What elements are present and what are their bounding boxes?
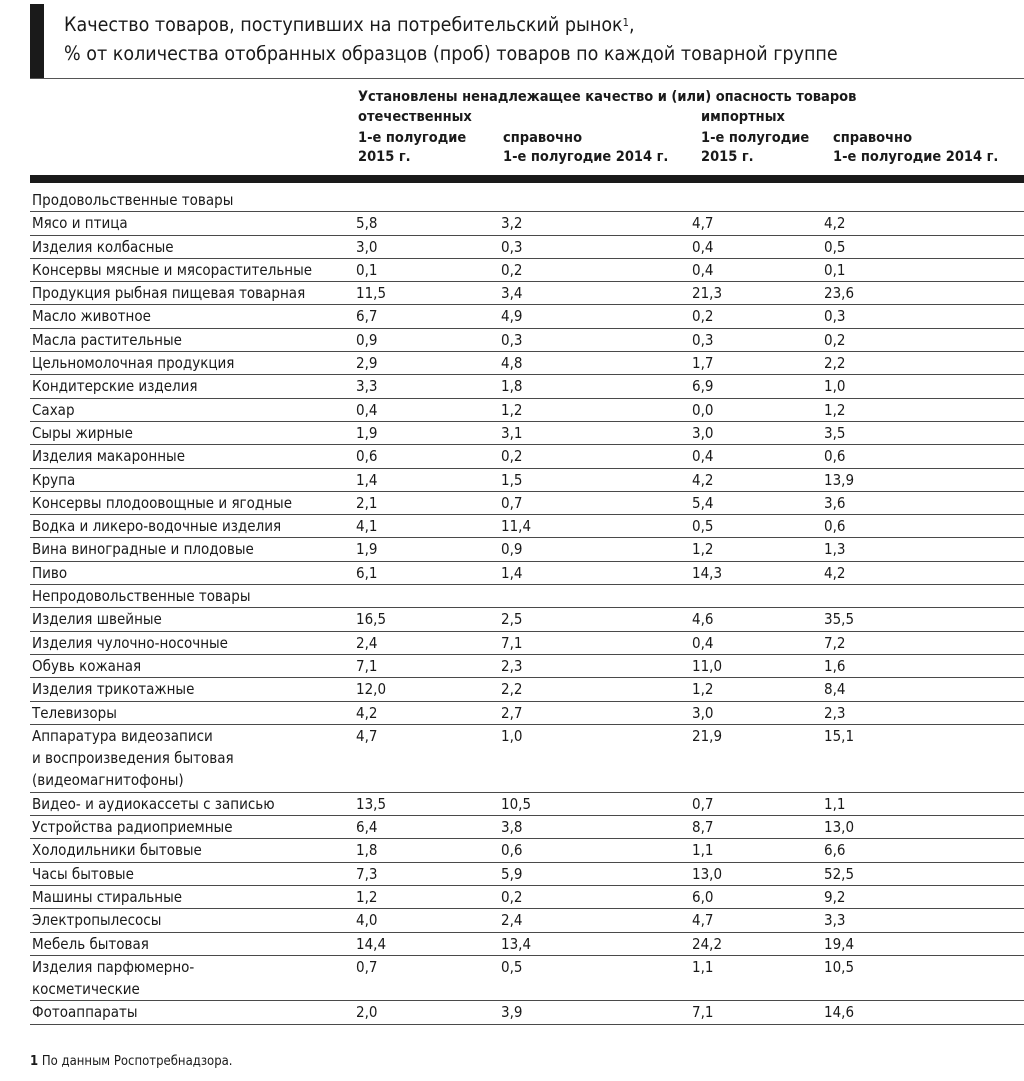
- value-cell: 1,1: [824, 792, 1024, 815]
- value-cell: 13,0: [824, 816, 1024, 839]
- value-cell: 5,4: [692, 491, 824, 514]
- value-cell: 1,6: [824, 654, 1024, 677]
- header-col-4: [833, 129, 998, 167]
- value-cell: 0,3: [692, 328, 824, 351]
- table-row: [30, 678, 1024, 701]
- value-cell: 0,9: [356, 328, 501, 351]
- table-row: [30, 1001, 1024, 1024]
- value-cell: 0,2: [824, 328, 1024, 351]
- row-label: Консервы плодоовощные и ягодные: [30, 491, 356, 514]
- value-cell: 8,4: [824, 678, 1024, 701]
- value-cell: 14,4: [356, 932, 501, 955]
- value-cell: 5,9: [501, 862, 692, 885]
- table-row: [30, 538, 1024, 561]
- value-cell: 13,4: [501, 932, 692, 955]
- header-col-3: [701, 129, 809, 167]
- value-cell: 0,1: [824, 258, 1024, 281]
- row-label: Консервы мясные и мясорастительные: [30, 258, 356, 281]
- header-col-3-line2: 2015 г.: [701, 149, 754, 165]
- value-cell: 3,5: [824, 421, 1024, 444]
- value-cell: 4,7: [356, 724, 501, 792]
- value-cell: 1,1: [692, 839, 824, 862]
- value-cell: 0,6: [356, 445, 501, 468]
- value-cell: 4,2: [824, 212, 1024, 235]
- row-label: Масла растительные: [30, 328, 356, 351]
- title-line-1: [64, 10, 838, 39]
- section-header-row: [30, 585, 1024, 608]
- table-row: [30, 421, 1024, 444]
- value-cell: 4,2: [356, 701, 501, 724]
- value-cell: 35,5: [824, 608, 1024, 631]
- header-col-1: [358, 129, 466, 167]
- value-cell: 7,1: [356, 654, 501, 677]
- row-label: Продукция рыбная пищевая товарная: [30, 282, 356, 305]
- value-cell: 3,3: [824, 909, 1024, 932]
- table-row: [30, 235, 1024, 258]
- value-cell: 4,1: [356, 515, 501, 538]
- value-cell: 1,2: [501, 398, 692, 421]
- header-col-1-line2: 2015 г.: [358, 149, 411, 165]
- row-label: Устройства радиоприемные: [30, 816, 356, 839]
- table-row: [30, 909, 1024, 932]
- row-label: Видео- и аудиокассеты с записью: [30, 792, 356, 815]
- value-cell: 2,3: [501, 654, 692, 677]
- row-label-line: косметические: [32, 980, 140, 999]
- header-col-2-line2: 1-е полугодие 2014 г.: [503, 149, 669, 165]
- table-row: [30, 955, 1024, 1001]
- value-cell: 0,1: [356, 258, 501, 281]
- row-label: Телевизоры: [30, 701, 356, 724]
- value-cell: 13,5: [356, 792, 501, 815]
- value-cell: 21,9: [692, 724, 824, 792]
- value-cell: 0,0: [692, 398, 824, 421]
- value-cell: 14,6: [824, 1001, 1024, 1024]
- value-cell: 6,1: [356, 561, 501, 584]
- header-domestic-label: отечественных: [358, 109, 472, 125]
- value-cell: 1,8: [501, 375, 692, 398]
- value-cell: 2,4: [356, 631, 501, 654]
- value-cell: 11,5: [356, 282, 501, 305]
- value-cell: 1,1: [692, 955, 824, 1001]
- header-group-label: Установлены ненадлежащее качество и (или) опасность товаров: [358, 89, 857, 105]
- row-label: Изделия макаронные: [30, 445, 356, 468]
- header-imported-label: импортных: [701, 109, 785, 125]
- value-cell: 21,3: [692, 282, 824, 305]
- value-cell: 0,6: [824, 445, 1024, 468]
- value-cell: 0,4: [692, 445, 824, 468]
- value-cell: 0,2: [501, 445, 692, 468]
- document-title: [64, 10, 838, 68]
- value-cell: 7,3: [356, 862, 501, 885]
- footnote: [30, 1052, 233, 1072]
- value-cell: 0,5: [824, 235, 1024, 258]
- table-row: [30, 654, 1024, 677]
- value-cell: 1,4: [501, 561, 692, 584]
- title-line-1-tail: ,: [628, 13, 635, 36]
- value-cell: 0,7: [692, 792, 824, 815]
- value-cell: 0,9: [501, 538, 692, 561]
- value-cell: 0,3: [824, 305, 1024, 328]
- value-cell: 4,7: [692, 909, 824, 932]
- header-col-2: [503, 129, 668, 167]
- value-cell: 0,7: [356, 955, 501, 1001]
- row-label-line: Изделия парфюмерно-: [32, 957, 195, 976]
- section-title: Непродовольственные товары: [30, 585, 1024, 608]
- table-row: [30, 561, 1024, 584]
- header-thick-rule: [30, 175, 1024, 183]
- row-label: Сыры жирные: [30, 421, 356, 444]
- title-line-1-text: Качество товаров, поступивших на потребительский рынок: [64, 13, 623, 36]
- title-line-2: % от количества отобранных образцов (проб) товаров по каждой товарной группе: [64, 42, 838, 65]
- row-label: Часы бытовые: [30, 862, 356, 885]
- table-row: [30, 792, 1024, 815]
- value-cell: 1,8: [356, 839, 501, 862]
- data-table: [30, 189, 1024, 1025]
- value-cell: 3,4: [501, 282, 692, 305]
- value-cell: 2,3: [824, 701, 1024, 724]
- row-label: Водка и ликеро-водочные изделия: [30, 515, 356, 538]
- value-cell: 14,3: [692, 561, 824, 584]
- table-row: [30, 816, 1024, 839]
- value-cell: 7,1: [692, 1001, 824, 1024]
- header-col-3-line1: 1-е полугодие: [701, 130, 810, 146]
- table-row: [30, 375, 1024, 398]
- value-cell: 6,7: [356, 305, 501, 328]
- value-cell: 1,0: [824, 375, 1024, 398]
- value-cell: 2,2: [824, 352, 1024, 375]
- footnote-text: По данным Роспотребнадзора.: [41, 1054, 233, 1069]
- row-label: Холодильники бытовые: [30, 839, 356, 862]
- value-cell: 1,9: [356, 421, 501, 444]
- table-row: [30, 862, 1024, 885]
- value-cell: 1,5: [501, 468, 692, 491]
- section-title: Продовольственные товары: [30, 189, 1024, 212]
- value-cell: 0,3: [501, 235, 692, 258]
- value-cell: 8,7: [692, 816, 824, 839]
- value-cell: 0,6: [501, 839, 692, 862]
- value-cell: 1,0: [501, 724, 692, 792]
- value-cell: 1,4: [356, 468, 501, 491]
- value-cell: 7,2: [824, 631, 1024, 654]
- value-cell: 13,0: [692, 862, 824, 885]
- section-header-row: [30, 189, 1024, 212]
- row-label: Обувь кожаная: [30, 654, 356, 677]
- row-label: Изделия трикотажные: [30, 678, 356, 701]
- row-label: [30, 724, 356, 792]
- value-cell: 0,7: [501, 491, 692, 514]
- header-col-4-line1: справочно: [833, 130, 913, 146]
- row-label: Мясо и птица: [30, 212, 356, 235]
- value-cell: 11,0: [692, 654, 824, 677]
- table-row: [30, 398, 1024, 421]
- value-cell: 0,4: [692, 258, 824, 281]
- value-cell: 9,2: [824, 885, 1024, 908]
- table-row: [30, 258, 1024, 281]
- footnote-mark: 1: [30, 1054, 39, 1069]
- title-divider: [30, 78, 1024, 79]
- value-cell: 4,6: [692, 608, 824, 631]
- value-cell: 4,2: [824, 561, 1024, 584]
- value-cell: 4,0: [356, 909, 501, 932]
- title-footnote-mark: 1: [622, 16, 629, 29]
- row-label: Масло животное: [30, 305, 356, 328]
- value-cell: 3,0: [356, 235, 501, 258]
- value-cell: 1,2: [692, 678, 824, 701]
- table-row: [30, 282, 1024, 305]
- value-cell: 10,5: [501, 792, 692, 815]
- value-cell: 3,3: [356, 375, 501, 398]
- header-col-1-line1: 1-е полугодие: [358, 130, 467, 146]
- value-cell: 6,6: [824, 839, 1024, 862]
- data-table-body: [30, 189, 1024, 1024]
- value-cell: 7,1: [501, 631, 692, 654]
- header-col-4-line2: 1-е полугодие 2014 г.: [833, 149, 999, 165]
- value-cell: 15,1: [824, 724, 1024, 792]
- value-cell: 6,4: [356, 816, 501, 839]
- value-cell: 23,6: [824, 282, 1024, 305]
- value-cell: 3,8: [501, 816, 692, 839]
- value-cell: 3,2: [501, 212, 692, 235]
- table-row: [30, 212, 1024, 235]
- value-cell: 2,4: [501, 909, 692, 932]
- value-cell: 3,0: [692, 421, 824, 444]
- value-cell: 52,5: [824, 862, 1024, 885]
- row-label: Мебель бытовая: [30, 932, 356, 955]
- value-cell: 2,5: [501, 608, 692, 631]
- row-label-line: и воспроизведения бытовая: [32, 749, 234, 768]
- table-row: [30, 724, 1024, 792]
- row-label: Электропылесосы: [30, 909, 356, 932]
- value-cell: 2,9: [356, 352, 501, 375]
- value-cell: 4,8: [501, 352, 692, 375]
- row-label: Кондитерские изделия: [30, 375, 356, 398]
- value-cell: 3,1: [501, 421, 692, 444]
- value-cell: 13,9: [824, 468, 1024, 491]
- row-label: Вина виноградные и плодовые: [30, 538, 356, 561]
- value-cell: 2,0: [356, 1001, 501, 1024]
- value-cell: 1,2: [692, 538, 824, 561]
- value-cell: 1,9: [356, 538, 501, 561]
- table-row: [30, 885, 1024, 908]
- value-cell: 4,9: [501, 305, 692, 328]
- row-label-line: (видеомагнитофоны): [32, 771, 184, 790]
- table-row: [30, 631, 1024, 654]
- row-label: Фотоаппараты: [30, 1001, 356, 1024]
- table-row: [30, 491, 1024, 514]
- value-cell: 0,2: [501, 258, 692, 281]
- row-label-line: Аппаратура видеозаписи: [32, 726, 213, 745]
- value-cell: 0,5: [501, 955, 692, 1001]
- value-cell: 3,9: [501, 1001, 692, 1024]
- row-label: Изделия чулочно-носочные: [30, 631, 356, 654]
- row-label: Изделия швейные: [30, 608, 356, 631]
- row-label: Крупа: [30, 468, 356, 491]
- value-cell: 5,8: [356, 212, 501, 235]
- value-cell: 0,6: [824, 515, 1024, 538]
- value-cell: 2,1: [356, 491, 501, 514]
- value-cell: 11,4: [501, 515, 692, 538]
- value-cell: 1,2: [824, 398, 1024, 421]
- row-label: [30, 955, 356, 1001]
- value-cell: 0,2: [501, 885, 692, 908]
- value-cell: 0,5: [692, 515, 824, 538]
- value-cell: 4,7: [692, 212, 824, 235]
- row-label: Сахар: [30, 398, 356, 421]
- value-cell: 0,4: [356, 398, 501, 421]
- value-cell: 19,4: [824, 932, 1024, 955]
- table-row: [30, 839, 1024, 862]
- table-row: [30, 932, 1024, 955]
- row-label: Машины стиральные: [30, 885, 356, 908]
- value-cell: 2,7: [501, 701, 692, 724]
- value-cell: 2,2: [501, 678, 692, 701]
- table-row: [30, 515, 1024, 538]
- title-accent-bar: [30, 4, 44, 79]
- table-row: [30, 608, 1024, 631]
- header-col-2-line1: справочно: [503, 130, 583, 146]
- value-cell: 24,2: [692, 932, 824, 955]
- value-cell: 10,5: [824, 955, 1024, 1001]
- value-cell: 0,4: [692, 235, 824, 258]
- row-label: Изделия колбасные: [30, 235, 356, 258]
- value-cell: 0,4: [692, 631, 824, 654]
- value-cell: 6,9: [692, 375, 824, 398]
- value-cell: 0,2: [692, 305, 824, 328]
- table-row: [30, 468, 1024, 491]
- table-row: [30, 445, 1024, 468]
- row-label: Цельномолочная продукция: [30, 352, 356, 375]
- value-cell: 12,0: [356, 678, 501, 701]
- table-row: [30, 328, 1024, 351]
- table-row: [30, 352, 1024, 375]
- value-cell: 4,2: [692, 468, 824, 491]
- value-cell: 0,3: [501, 328, 692, 351]
- row-label: Пиво: [30, 561, 356, 584]
- table-row: [30, 701, 1024, 724]
- value-cell: 1,3: [824, 538, 1024, 561]
- value-cell: 3,0: [692, 701, 824, 724]
- value-cell: 6,0: [692, 885, 824, 908]
- table-row: [30, 305, 1024, 328]
- value-cell: 16,5: [356, 608, 501, 631]
- value-cell: 3,6: [824, 491, 1024, 514]
- value-cell: 1,7: [692, 352, 824, 375]
- value-cell: 1,2: [356, 885, 501, 908]
